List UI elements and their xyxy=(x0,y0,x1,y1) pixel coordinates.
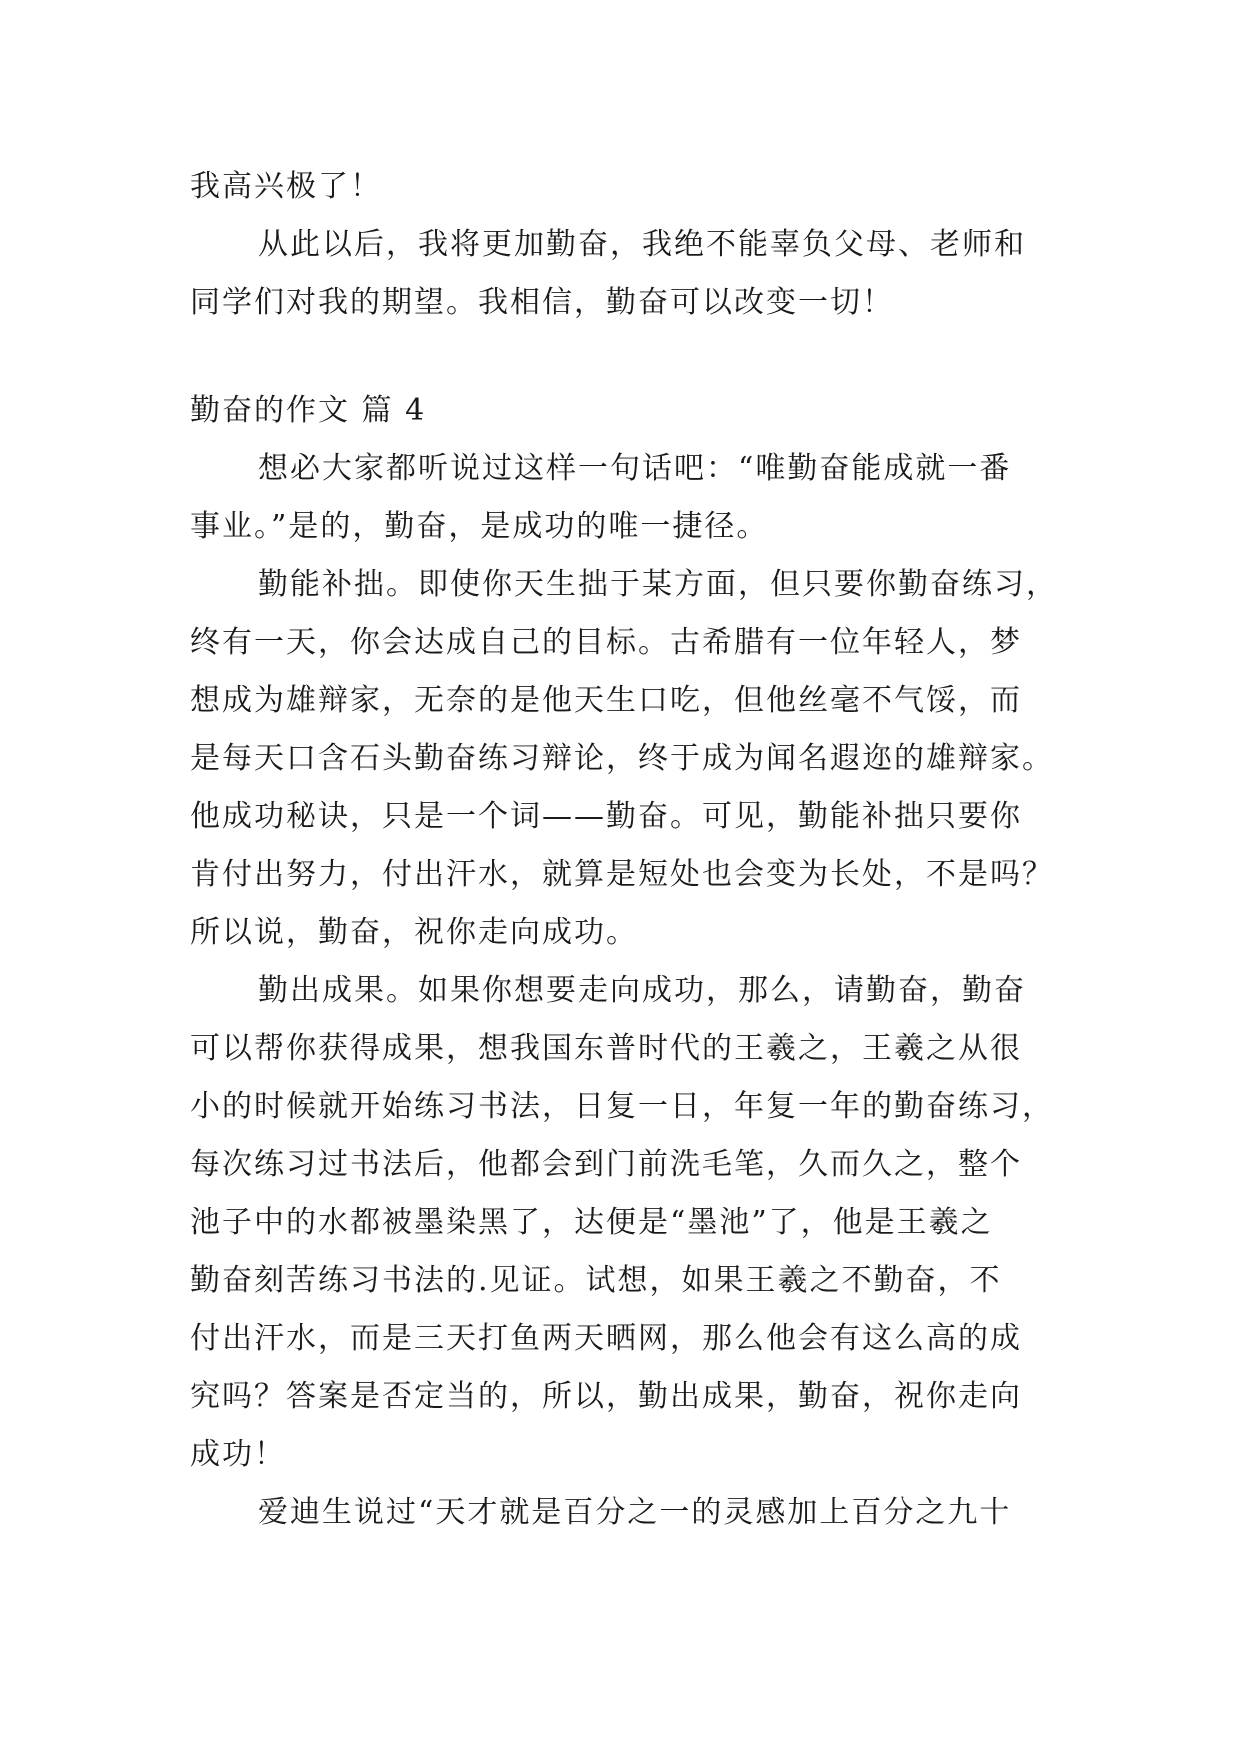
section-heading: 勤奋的作文 篇 4 xyxy=(190,393,427,428)
text-line: 肯付出努力，付出汗水，就算是短处也会变为长处，不是吗？ xyxy=(190,857,1054,892)
paragraph-3 xyxy=(190,962,1060,1484)
text-line: 同学们对我的期望。我相信，勤奋可以改变一切！ xyxy=(190,285,894,320)
text-line: 想成为雄辩家，无奈的是他天生口吃，但他丝毫不气馁，而 xyxy=(190,683,1022,718)
text-line: 付出汗水，而是三天打鱼两天晒网，那么他会有这么高的成 xyxy=(190,1321,1022,1356)
paragraph-1 xyxy=(190,440,1060,556)
text-line: 终有一天，你会达成自己的目标。古希腊有一位年轻人，梦 xyxy=(190,625,1022,660)
text-line: 勤奋刻苦练习书法的.见证。试想，如果王羲之不勤奋，不 xyxy=(190,1263,1002,1298)
text-line: 每次练习过书法后，他都会到门前洗毛笔，久而久之，整个 xyxy=(190,1147,1022,1182)
text-line: 事业。”是的，勤奋，是成功的唯一捷径。 xyxy=(190,509,769,544)
text-line: 爱迪生说过“天才就是百分之一的灵感加上百分之九十 xyxy=(258,1495,1012,1530)
text-line: 所以说，勤奋，祝你走向成功。 xyxy=(190,915,638,950)
text-line: 他成功秘诀，只是一个词——勤奋。可见，勤能补拙只要你 xyxy=(190,799,1022,834)
paragraph-2 xyxy=(190,556,1060,962)
paragraph-resolve xyxy=(190,216,1060,332)
text-line: 想必大家都听说过这样一句话吧：“唯勤奋能成就一番 xyxy=(258,451,1012,486)
text-line: 我高兴极了！ xyxy=(190,169,382,204)
text-line: 究吗？答案是否定当的，所以，勤出成果，勤奋，祝你走向 xyxy=(190,1379,1022,1414)
text-line: 勤出成果。如果你想要走向成功，那么，请勤奋，勤奋 xyxy=(258,973,1026,1008)
text-line: 小的时候就开始练习书法，日复一日，年复一年的勤奋练习， xyxy=(190,1089,1054,1124)
text-line: 可以帮你获得成果，想我国东普时代的王羲之，王羲之从很 xyxy=(190,1031,1022,1066)
paragraph-4 xyxy=(190,1484,1060,1542)
document-page xyxy=(190,158,1060,1542)
paragraph-intro-tail xyxy=(190,158,1060,216)
text-line: 是每天口含石头勤奋练习辩论，终于成为闻名遐迩的雄辩家。 xyxy=(190,741,1054,776)
text-line: 成功！ xyxy=(190,1437,286,1472)
text-line: 从此以后，我将更加勤奋，我绝不能辜负父母、老师和 xyxy=(258,227,1026,262)
text-line: 池子中的水都被墨染黑了，达便是“墨池”了，他是王羲之 xyxy=(190,1205,993,1240)
text-line: 勤能补拙。即使你天生拙于某方面，但只要你勤奋练习， xyxy=(258,567,1058,602)
